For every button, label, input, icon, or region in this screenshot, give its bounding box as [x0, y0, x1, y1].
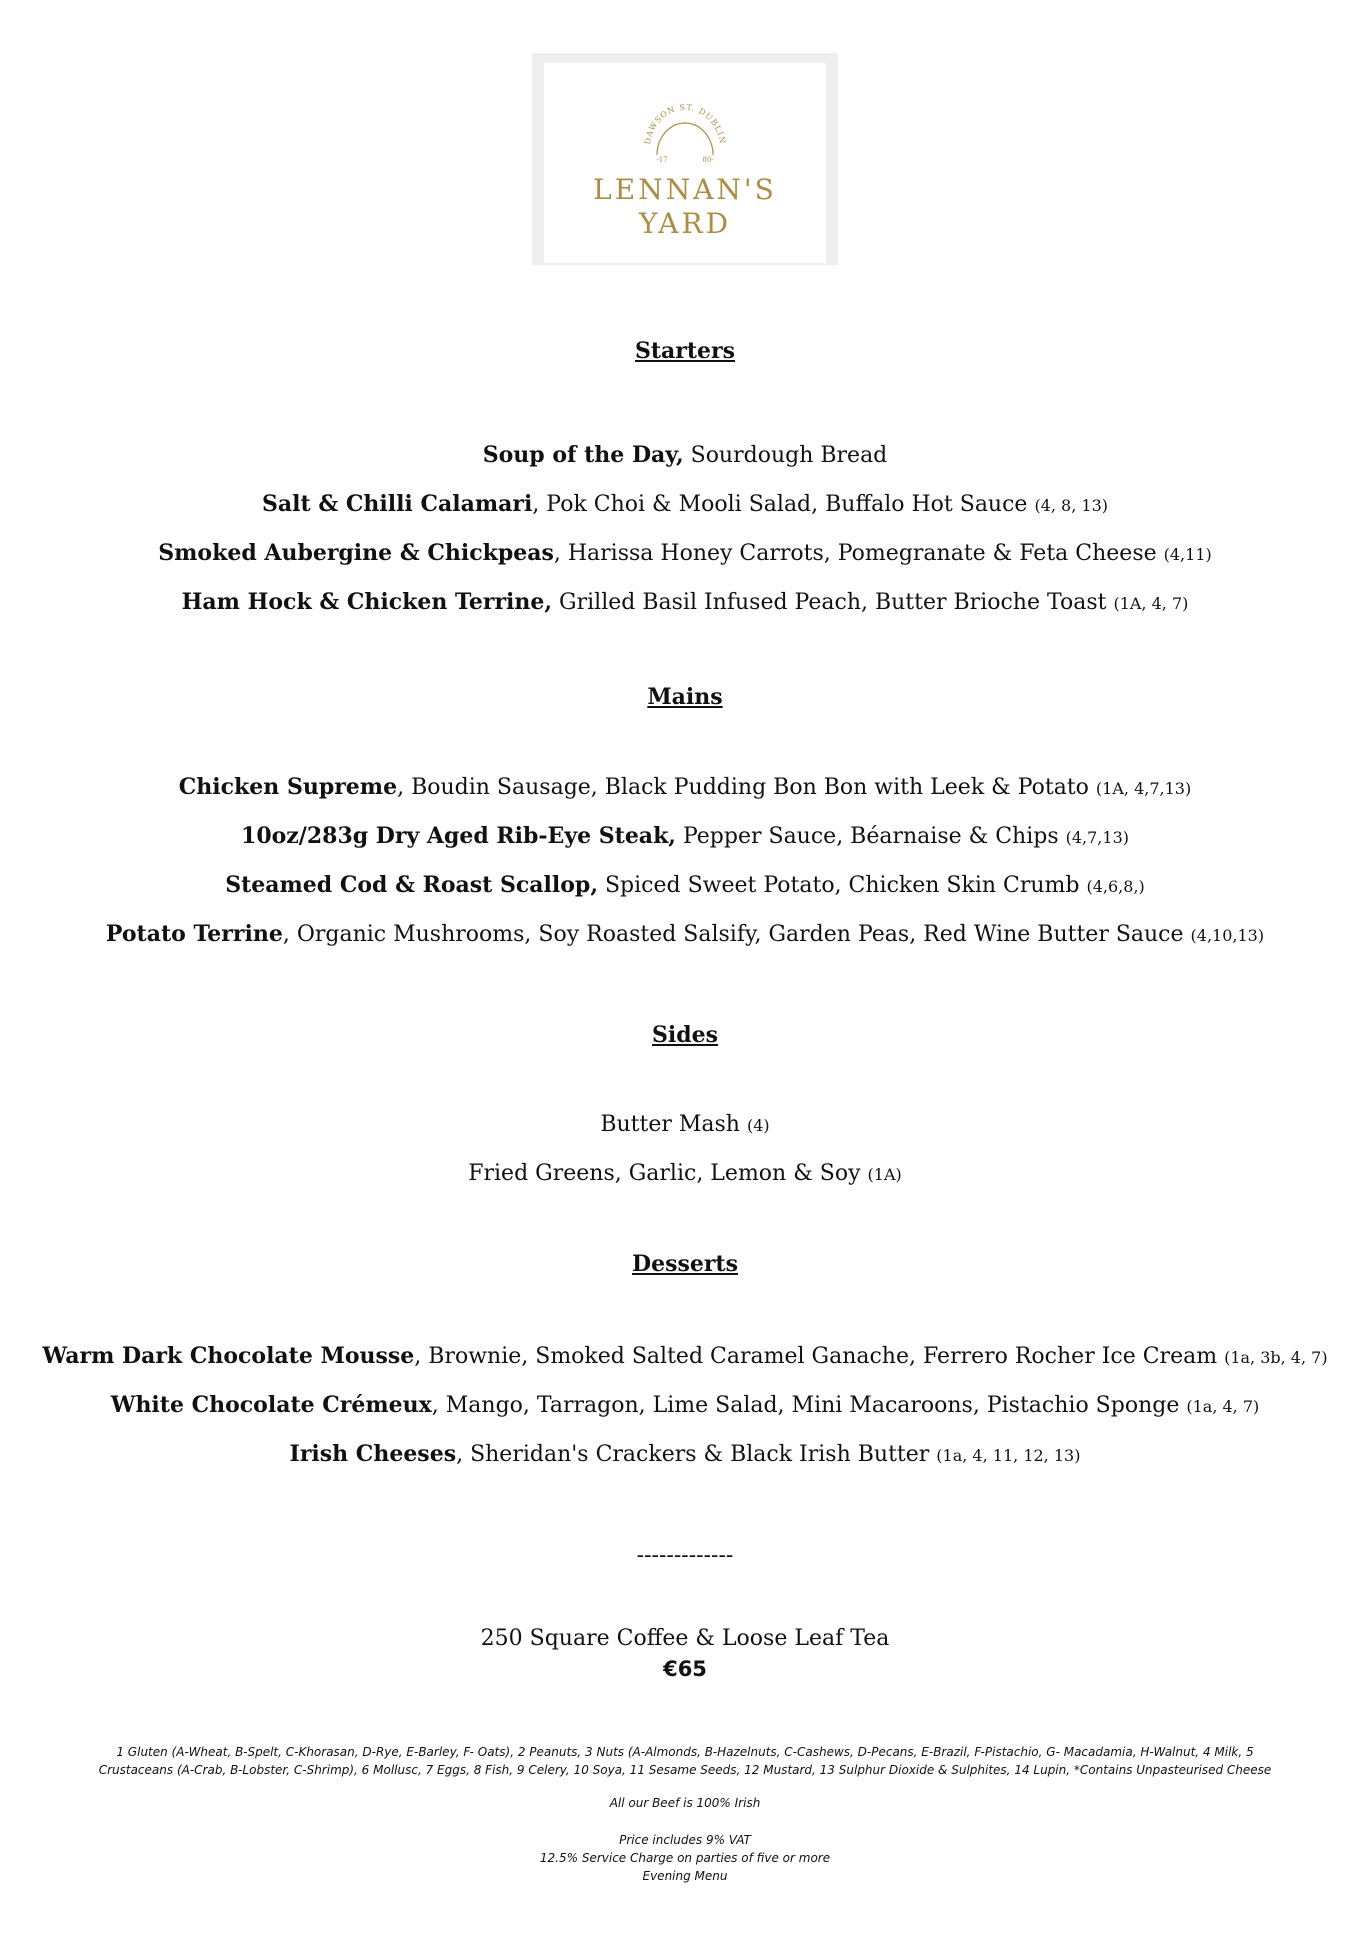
menu-item: 10oz/283g Dry Aged Rib-Eye Steak, Pepper Sauce, Béarnaise & Chips (4,7,13) [241, 823, 1129, 849]
menu-item: Warm Dark Chocolate Mousse, Brownie, Smoked Salted Caramel Ganache, Ferrero Rocher Ice Cream (1a, 3b, 4, 7) [42, 1343, 1328, 1369]
menu-item: Chicken Supreme, Boudin Sausage, Black Pudding Bon Bon with Leek & Potato (1A, 4,7,13) [178, 774, 1192, 800]
section-title-sides: Sides [651, 1022, 718, 1048]
logo-year-left: -17 [656, 156, 668, 164]
allergen-legend-line-1: 1 Gluten (A-Wheat, B-Spelt, C-Khorasan, D-Rye, E-Barley, F- Oats), 2 Peanuts, 3 Nuts (A-Almonds, B-Hazelnuts, C-Cashews, D-Pecans, E-Brazil, F-Pistachio, G- Macadamia, H-Walnut, 4 Milk, 5 [116, 1745, 1254, 1759]
menu-item: Butter Mash (4) [600, 1112, 770, 1137]
beef-origin-note: All our Beef is 100% Irish [609, 1796, 761, 1810]
menu-item: Fried Greens, Garlic, Lemon & Soy (1A) [468, 1161, 902, 1186]
divider: ------------- [636, 1543, 734, 1568]
section-title-desserts: Desserts [632, 1251, 738, 1277]
menu-item: Ham Hock & Chicken Terrine, Grilled Basil Infused Peach, Butter Brioche Toast (1A, 4, 7) [181, 589, 1189, 615]
menu-item: White Chocolate Crémeux, Mango, Tarragon, Lime Salad, Mini Macaroons, Pistachio Sponge (1a, 4, 7) [110, 1392, 1260, 1418]
allergen-legend-line-2: Crustaceans (A-Crab, B-Lobster, C-Shrimp), 6 Mollusc, 7 Eggs, 8 Fish, 9 Celery, 10 Soya, 11 Sesame Seeds, 12 Mustard, 13 Sulphur Dioxide & Sulphites, 14 Lupin, *Contains Unpasteurised Cheese [98, 1763, 1272, 1777]
menu-item: Salt & Chilli Calamari, Pok Choi & Mooli Salad, Buffalo Hot Sauce (4, 8, 13) [262, 491, 1108, 517]
logo-svg [544, 63, 826, 263]
menu-item: Irish Cheeses, Sheridan's Crackers & Black Irish Butter (1a, 4, 11, 12, 13) [289, 1441, 1081, 1467]
menu-item: Potato Terrine, Organic Mushrooms, Soy Roasted Salsify, Garden Peas, Red Wine Butter Sauce (4,10,13) [105, 921, 1265, 947]
logo-name-line1: LENNAN'S [593, 173, 777, 206]
coffee-tea-line: 250 Square Coffee & Loose Leaf Tea [480, 1626, 890, 1651]
menu-type: Evening Menu [642, 1869, 728, 1883]
menu-price: €65 [663, 1657, 707, 1681]
logo-arc-text: DAWSON ST. DUBLIN [643, 102, 727, 146]
logo-frame [532, 53, 838, 265]
logo-arch [657, 123, 713, 155]
lennans-yard-logo [544, 63, 826, 263]
menu-item: Soup of the Day, Sourdough Bread [482, 442, 888, 468]
logo-name-line2: YARD [638, 207, 732, 240]
service-charge-note: 12.5% Service Charge on parties of five or more [539, 1851, 831, 1865]
menu-item: Steamed Cod & Roast Scallop, Spiced Sweet Potato, Chicken Skin Crumb (4,6,8,) [225, 872, 1145, 898]
vat-note: Price includes 9% VAT [619, 1833, 751, 1847]
section-title-mains: Mains [647, 684, 723, 710]
menu-item: Smoked Aubergine & Chickpeas, Harissa Honey Carrots, Pomegranate & Feta Cheese (4,11) [158, 540, 1212, 566]
section-title-starters: Starters [634, 338, 736, 364]
logo-year-right: 80- [702, 156, 714, 164]
